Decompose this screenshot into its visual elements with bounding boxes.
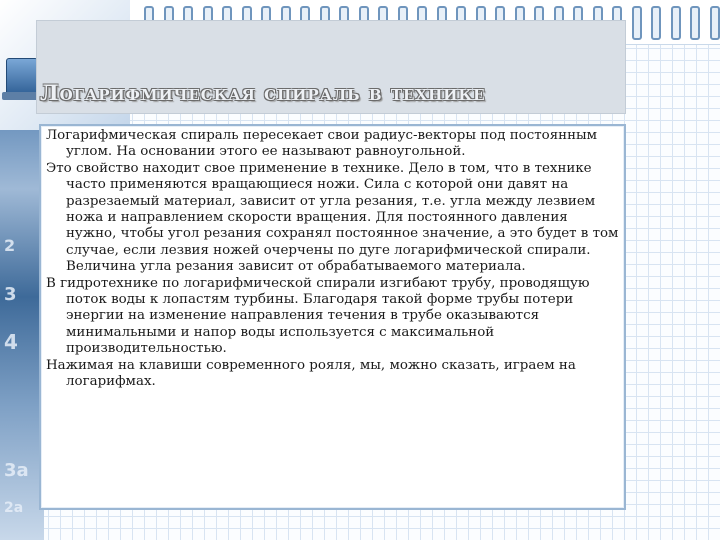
- paragraph-4: Нажимая на клавиши современного рояля, мы, можно сказать, играем на логарифмах.: [46, 357, 576, 390]
- side-glyph-2: 3: [4, 284, 17, 305]
- binding-coil: [671, 6, 681, 40]
- side-glyph-5: 2a: [4, 500, 24, 516]
- slide-title: Логарифмическая спираль в технике: [40, 80, 486, 105]
- paragraph-2: Это свойство находит свое применение в технике. Дело в том, что в технике часто применяются вращающиеся ножи. Сила с которой они давят на разрезаемый материал, зависит от угла резания, т.е. угла между лезвием ножа и направлением скорости вращения. Для постоянного давления нужно, чтобы угол резания сохранял постоянное значение, а это будет в том случае, если лезвия ножей очерчены по дуге логарифмической спирали. Величина угла резания зависит от обрабатываемого материала.: [46, 160, 619, 275]
- binding-coil: [632, 6, 642, 40]
- paragraph-1: Логарифмическая спираль пересекает свои радиус-векторы под постоянным углом. На основании этого ее называют равноугольной.: [46, 128, 598, 160]
- binding-coil: [651, 6, 661, 40]
- computer-icon: [6, 58, 38, 96]
- side-glyph-1: 2: [4, 236, 16, 255]
- side-glyph-4: 3a: [4, 460, 29, 481]
- binding-coil: [710, 6, 720, 40]
- paragraph-3: В гидротехнике по логарифмической спирали изгибают трубу, проводящую поток воды к лопастям турбины. Благодаря такой форме трубы потери энергии на изменение направления течения в трубе оказываются минимальными и напор воды используется с максимальной производительностью.: [46, 275, 590, 357]
- side-glyph-3: 4: [4, 330, 18, 354]
- binding-coil: [690, 6, 700, 40]
- slide-body: [46, 128, 620, 391]
